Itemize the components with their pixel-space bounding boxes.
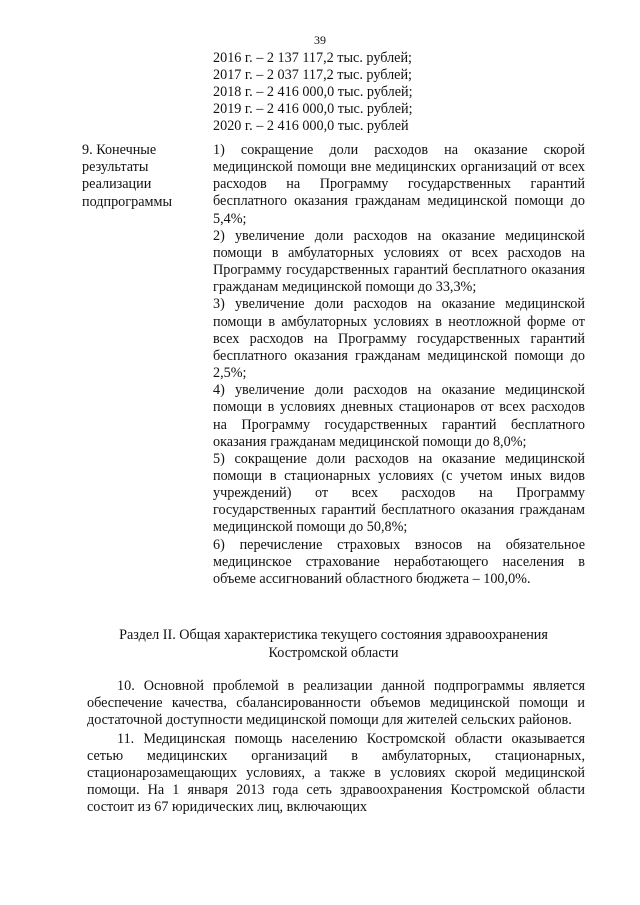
- paragraph-10: 10. Основной проблемой в реализации данной подпрограммы является обеспечение качества, сбалансированности объемов медицинской помощи и достаточной доступности медицинской помощи для жителей сельских районов.: [87, 678, 585, 729]
- funding-line-2016: 2016 г. – 2 137 117,2 тыс. рублей;: [213, 50, 412, 66]
- result-item: 6) перечисление страховых взносов на обязательное медицинское страхование неработающего населения в объеме ассигнований областного бюджета – 100,0%.: [213, 536, 585, 587]
- funding-by-year: [213, 50, 593, 135]
- page-number: 39: [314, 33, 326, 47]
- result-item: 1) сокращение доли расходов на оказание скорой медицинской помощи вне медицинских организаций от всех расходов на Программу государственных гарантий бесплатного оказания гражданам медицинской помощи до 5,4%;: [213, 142, 585, 227]
- section-heading: [82, 626, 585, 662]
- results-row-label: 9. Конечные результаты реализации подпрограммы: [82, 142, 172, 210]
- result-item: 4) увеличение доли расходов на оказание медицинской помощи в условиях дневных стационаров от всех расходов на Программу государственных гарантий бесплатного оказания гражданам медицинской помощи до 8,0%;: [213, 382, 585, 450]
- section-heading-line: Раздел II. Общая характеристика текущего состояния здравоохранения: [119, 627, 548, 643]
- funding-line-2020: 2020 г. – 2 416 000,0 тыс. рублей: [213, 117, 409, 134]
- funding-line-2017: 2017 г. – 2 037 117,2 тыс. рублей;: [213, 66, 412, 83]
- result-item: 2) увеличение доли расходов на оказание медицинской помощи в амбулаторных условиях от всех расходов на Программу государственных гарантий бесплатного оказания гражданам медицинской помощи до 33,3%;: [213, 227, 585, 296]
- result-item: 5) сокращение доли расходов на оказание медицинской помощи в стационарных условиях (с учетом иных видов учреждений) от всех расходов на Программу государственных гарантий бесплатного оказания гражданам медицинской помощи до 50,8%;: [213, 450, 585, 536]
- funding-line-2018: 2018 г. – 2 416 000,0 тыс. рублей;: [213, 83, 413, 100]
- section-heading-line: Костромской области: [268, 645, 399, 661]
- results-list: [213, 142, 585, 588]
- funding-line-2019: 2019 г. – 2 416 000,0 тыс. рублей;: [213, 100, 413, 117]
- body-text: [87, 678, 585, 816]
- paragraph-11: 11. Медицинская помощь населению Костромской области оказывается сетью медицинских организаций в амбулаторных, стационарных, стационарозамещающих условиях, а также в условиях скорой медицинской помощи. На 1 января 2013 года сеть здравоохранения Костромской области состоит из 67 юридических лиц, включающих: [87, 731, 585, 816]
- result-item: 3) увеличение доли расходов на оказание медицинской помощи в амбулаторных условиях в неотложной форме от всех расходов на Программу государственных гарантий бесплатного оказания гражданам медицинской помощи до 2,5%;: [213, 296, 585, 382]
